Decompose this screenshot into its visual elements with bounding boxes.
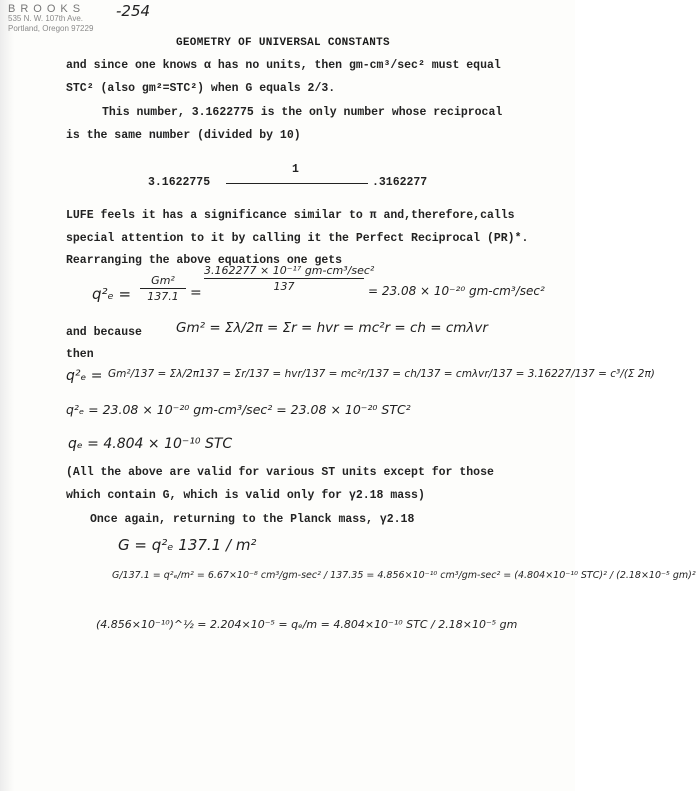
equation-1-rhs: = 23.08 × 10⁻²⁰ gm-cm³/sec² — [368, 284, 545, 298]
text-line-12: Once again, returning to the Planck mass, γ2.18 — [90, 513, 415, 526]
stamp-address: 535 N. W. 107th Ave. — [8, 14, 84, 23]
eq3-term: ch/137 — [404, 368, 441, 380]
equation-3-chain: Gm²/137 = Σλ/2π137 = Σr/137 = hvr/137 = mc²r/137 = ch/137 = cmλvr/137 = 3.16227/137 = c³/(Σ 2π) — [108, 368, 655, 380]
equation-4: q²ₑ = 23.08 × 10⁻²⁰ gm-cm³/sec² = 23.08 × 10⁻²⁰ STC² — [66, 402, 411, 417]
equation-1-fraction-1 — [140, 274, 186, 303]
reciprocal-one: 1 — [292, 163, 299, 176]
eq3-term: Gm²/137 — [108, 368, 155, 380]
page-number: -254 — [116, 2, 151, 20]
text-line-1: and since one knows α has no units, then gm-cm³/sec² must equal — [66, 59, 501, 72]
text-line-9: then — [66, 348, 94, 361]
equation-1-lhs: q²ₑ = — [92, 285, 132, 303]
text-line-8: and because — [66, 326, 142, 339]
text-line-7: Rearranging the above equations one gets — [66, 254, 343, 267]
equation-3-lhs: q²ₑ = — [66, 368, 103, 384]
text-line-3: This number, 3.1622775 is the only number whose reciprocal — [102, 106, 503, 119]
eq3-term: Σr/137 — [234, 368, 270, 380]
reciprocal-right: .3162277 — [372, 176, 428, 189]
equation-1-fraction-2 — [204, 264, 375, 293]
eq1-f2-denominator: 137 — [273, 280, 295, 293]
eq3-term: Σλ/2π137 — [169, 368, 220, 380]
eq3-term: hvr/137 — [284, 368, 326, 380]
equals-sign: = — [190, 285, 202, 301]
equation-5: qₑ = 4.804 × 10⁻¹⁰ STC — [68, 436, 233, 452]
eq3-term: 3.16227/137 — [527, 368, 595, 380]
eq3-term: c³/(Σ 2π) — [610, 368, 655, 380]
stamp-name: BROOKS — [8, 3, 86, 15]
text-line-5: LUFE feels it has a significance similar to π and,therefore,calls — [66, 209, 515, 222]
eq3-term: mc²r/137 — [340, 368, 389, 380]
reciprocal-fraction-bar — [226, 183, 368, 184]
scan-edge-shadow — [0, 0, 14, 791]
reciprocal-left: 3.1622775 — [148, 176, 211, 189]
text-line-4: is the same number (divided by 10) — [66, 129, 301, 142]
text-line-6: special attention to it by calling it the Perfect Reciprocal (PR)*. — [66, 232, 529, 245]
eq1-f2-numerator: 3.162277 × 10⁻¹⁷ gm-cm³/sec² — [204, 264, 375, 277]
equation-2: Gm² = Σλ/2π = Σr = hvr = mc²r = ch = cmλvr — [176, 320, 488, 336]
text-line-2: STC² (also gm²=STC²) when G equals 2/3. — [66, 82, 336, 95]
text-line-10: (All the above are valid for various ST units except for those — [66, 466, 494, 479]
page-title: GEOMETRY OF UNIVERSAL CONSTANTS — [176, 37, 390, 49]
eq1-f1-denominator: 137.1 — [147, 290, 179, 303]
stamp-city: Portland, Oregon 97229 — [8, 24, 94, 33]
equation-8: (4.856×10⁻¹⁰)^½ = 2.204×10⁻⁵ = qₑ/m = 4.804×10⁻¹⁰ STC / 2.18×10⁻⁵ gm — [96, 618, 518, 631]
eq3-term: cmλvr/137 — [455, 368, 513, 380]
eq1-f1-numerator: Gm² — [151, 274, 175, 287]
equation-6: G = q²ₑ 137.1 / m² — [118, 536, 257, 554]
equation-7: G/137.1 = q²ₑ/m² = 6.67×10⁻⁸ cm³/gm-sec² / 137.35 = 4.856×10⁻¹⁰ cm³/gm-sec² = (4.804×10⁻¹⁰ STC)² / (2.18×10⁻⁵ gm)² — [112, 570, 696, 581]
text-line-11: which contain G, which is valid only for γ2.18 mass) — [66, 489, 425, 502]
